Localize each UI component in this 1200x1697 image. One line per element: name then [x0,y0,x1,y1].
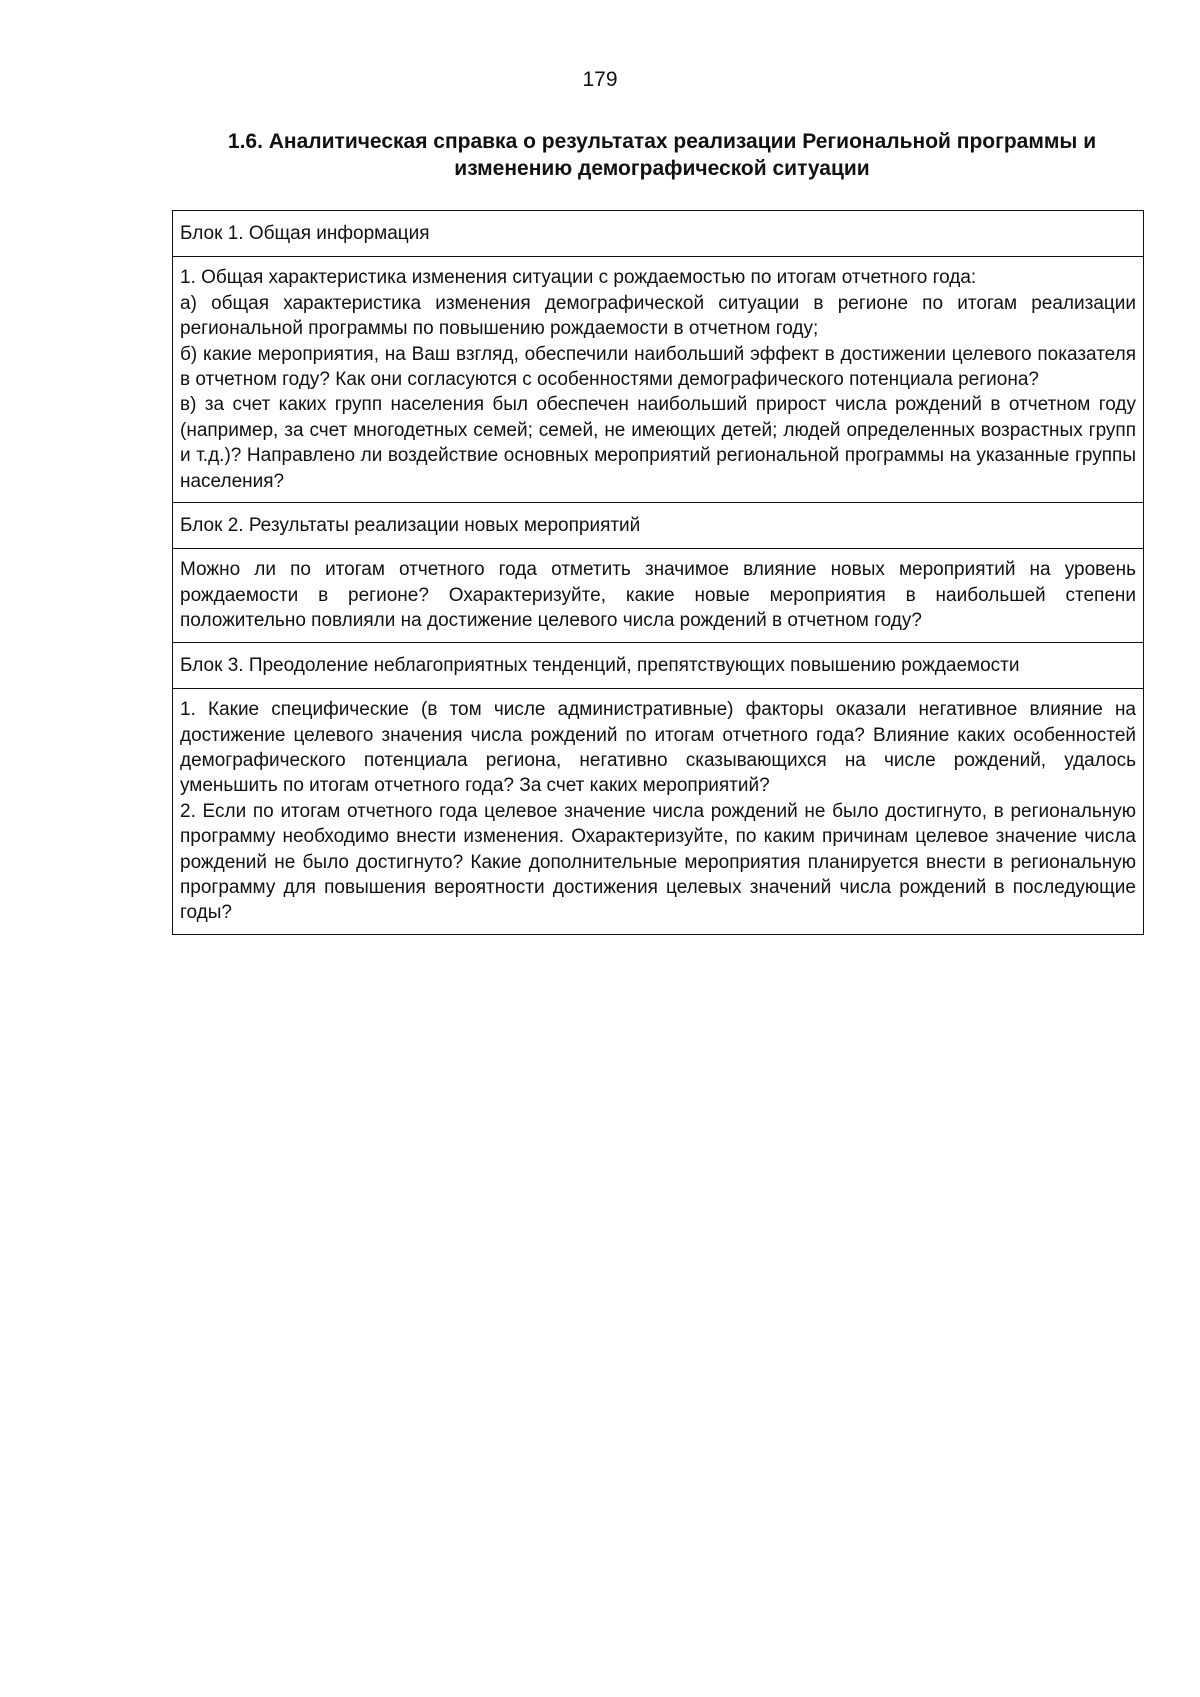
page-number: 179 [582,68,618,91]
questionnaire-table [172,210,1144,935]
block-1-paragraph: 1. Общая характеристика изменения ситуации с рождаемостью по итогам отчетного года: [180,267,977,289]
table-row [173,257,1144,503]
block-3-paragraph: 1. Какие специфические (в том числе административные) факторы оказали негативное влияние на достижение целевого значения числа рождений по итогам отчетного года? Влияние каких особенностей демографического потенциала региона, негативно сказывающихся на числе рождений, удалось уменьшить по итогам отчетного года? За счет каких мероприятий? [180,699,1136,797]
table-row [173,642,1144,688]
table-row [173,549,1144,642]
table-row [173,689,1144,935]
block-1-paragraph: в) за счет каких групп населения был обеспечен наибольший прирост числа рождений в отчетном году (например, за счет многодетных семей; семей, не имеющих детей; людей определенных возрастных групп и т.д.)? Направлено ли воздействие основных мероприятий региональной программы на указанные группы населения? [180,394,1136,492]
block-2-paragraph: Можно ли по итогам отчетного года отметить значимое влияние новых мероприятий на уровень рождаемости в регионе? Охарактеризуйте, какие новые мероприятия в наибольшей степени положительно повлияли на достижение целевого числа рождений в отчетном году? [180,559,1136,632]
block-1-content [173,257,1144,503]
block-2-heading: Блок 2. Результаты реализации новых мероприятий [173,503,1144,549]
block-1-paragraph: а) общая характеристика изменения демографической ситуации в регионе по итогам реализации региональной программы по повышению рождаемости в отчетном году; [180,292,1136,340]
table-row [173,211,1144,257]
block-2-content [173,549,1144,642]
table-row [173,503,1144,549]
block-1-heading: Блок 1. Общая информация [173,211,1144,257]
block-3-heading: Блок 3. Преодоление неблагоприятных тенденций, препятствующих повышению рождаемости [173,642,1144,688]
block-3-paragraph: 2. Если по итогам отчетного года целевое значение числа рождений не было достигнуто, в региональную программу необходимо внести изменения. Охарактеризуйте, по каким причинам целевое значение числа рождений не было достигнуто? Какие дополнительные мероприятия планируется внести в региональную программу для повышения вероятности достижения целевых значений числа рождений в последующие годы? [180,800,1136,924]
block-3-content [173,689,1144,935]
block-1-paragraph: б) какие мероприятия, на Ваш взгляд, обеспечили наибольший эффект в достижении целевого показателя в отчетном году? Как они согласуются с особенностями демографического потенциала региона? [180,343,1136,391]
page-title: 1.6. Аналитическая справка о результатах реализации Региональной программы и изменению демографической ситуации [227,130,1097,180]
